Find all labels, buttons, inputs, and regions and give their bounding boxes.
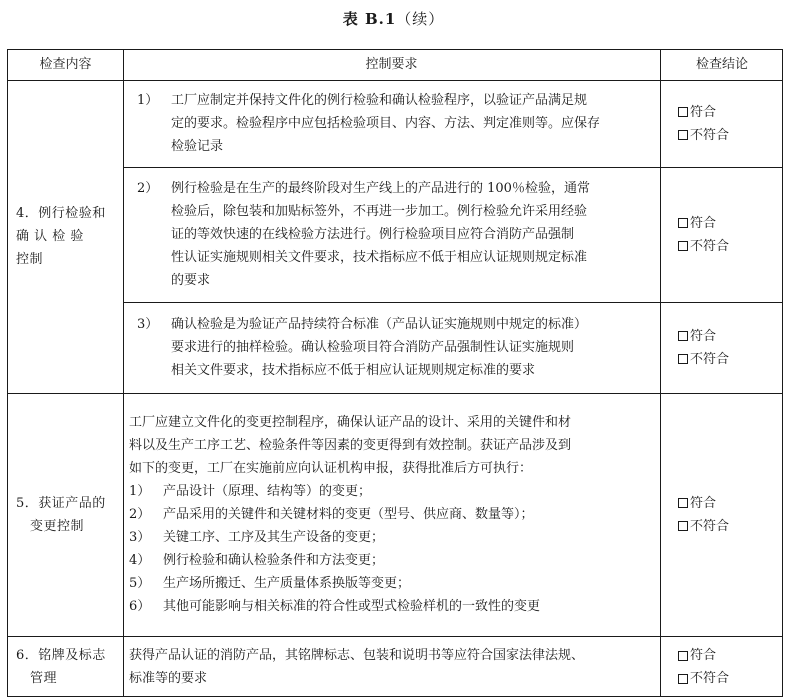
header-requirement: 控制要求 xyxy=(365,57,418,72)
requirement-cell: 获得产品认证的消防产品，其铭牌标志、包装和说明书等应符合国家法律法规、 标准等的要求 xyxy=(129,648,585,686)
fail-option[interactable]: 不符合 xyxy=(678,515,784,538)
checkbox-icon[interactable] xyxy=(678,521,688,531)
requirement-cell: 3） 确认检验是为验证产品持续符合标准（产品认证实施规则中规定的标准） 要求进行的抽样检验。确认检验项目符合消防产品强制性认证实施规则 相关文件要求，技术指标应不低于相应认证规则规定标准的要求 xyxy=(137,317,588,378)
requirement-cell: 工厂应建立文件化的变更控制程序，确保认证产品的设计、采用的关键件和材 料以及生产工序工艺、检验条件等因素的变更得到有效控制。获证产品涉及到 如下的变更，工厂在实施前应向认证机构申报，获得批准后方可执行： 1） 产品设计（原理、结构等）的变更； 2） 产品采用的关键件和关键材料的变更（型号、供应商、数量等）； 3） 关键工序、工序及其生产设备的变更； 4） 例行检验和确认检验条件和方法变更； 5） 生产场所搬迁、生产质量体系换版等变更； 6） 其他可能影响与相关标准的符合性或型式检验样机的一致性的变更 xyxy=(123,393,660,636)
checkbox-icon[interactable] xyxy=(678,331,688,341)
checkbox-icon[interactable] xyxy=(678,498,688,508)
list-item: 3） 关键工序、工序及其生产设备的变更； xyxy=(129,530,385,545)
checkbox-icon[interactable] xyxy=(678,218,688,228)
category-cell: 4．例行检验和 确 认 检 验 控制 xyxy=(16,206,106,267)
list-item: 5） 生产场所搬迁、生产质量体系换版等变更； xyxy=(129,576,411,591)
pass-option[interactable]: 符合 xyxy=(678,101,784,124)
requirement-cell: 2） 例行检验是在生产的最终阶段对生产线上的产品进行的 100％检验，通常 检验后，除包装和加贴标签外，不再进一步加工。例行检验允许采用经验 证的等效快速的在线检验方法进行。例行检验项目应符合消防产品强制 性认证实施规则相关文件要求，技术指标应不低于相应认证规则规定标准 的要求 xyxy=(137,181,590,288)
pass-option[interactable]: 符合 xyxy=(678,212,784,235)
pass-option[interactable]: 符合 xyxy=(678,325,784,348)
requirement-cell: 1） 工厂应制定并保持文件化的例行检验和确认检验程序，以验证产品满足规 定的要求。检验程序中应包括检验项目、内容、方法、判定准则等。应保存 检验记录 xyxy=(137,93,601,154)
category-cell: 6．铭牌及标志 管理 xyxy=(16,648,106,686)
conclusion-cell xyxy=(660,393,784,636)
list-item: 6） 其他可能影响与相关标准的符合性或型式检验样机的一致性的变更 xyxy=(129,599,541,614)
fail-option[interactable]: 不符合 xyxy=(678,235,784,258)
conclusion-cell xyxy=(660,636,784,698)
checkbox-icon[interactable] xyxy=(678,674,688,684)
conclusion-cell xyxy=(660,302,784,393)
list-item: 2） 产品采用的关键件和关键材料的变更（型号、供应商、数量等）； xyxy=(129,507,534,522)
conclusion-cell xyxy=(660,80,784,167)
fail-option[interactable]: 不符合 xyxy=(678,348,784,371)
checkbox-icon[interactable] xyxy=(678,241,688,251)
list-item: 1） 产品设计（原理、结构等）的变更； xyxy=(129,484,372,499)
header-category: 检查内容 xyxy=(39,57,92,72)
list-item: 4） 例行检验和确认检验条件和方法变更； xyxy=(129,553,385,568)
inspection-table xyxy=(7,49,783,697)
table-title: 表 B.1（续） xyxy=(342,10,445,28)
pass-option[interactable]: 符合 xyxy=(678,644,784,667)
continued-label: （续） xyxy=(396,10,445,28)
fail-option[interactable]: 不符合 xyxy=(678,667,784,690)
table-code: B.1 xyxy=(364,10,397,28)
category-cell: 5．获证产品的 变更控制 xyxy=(16,495,106,534)
header-conclusion: 检查结论 xyxy=(695,57,748,72)
checkbox-icon[interactable] xyxy=(678,651,688,661)
checkbox-icon[interactable] xyxy=(678,130,688,140)
checkbox-icon[interactable] xyxy=(678,354,688,364)
fail-option[interactable]: 不符合 xyxy=(678,124,784,147)
conclusion-cell xyxy=(660,167,784,302)
pass-option[interactable]: 符合 xyxy=(678,492,784,515)
checkbox-icon[interactable] xyxy=(678,107,688,117)
